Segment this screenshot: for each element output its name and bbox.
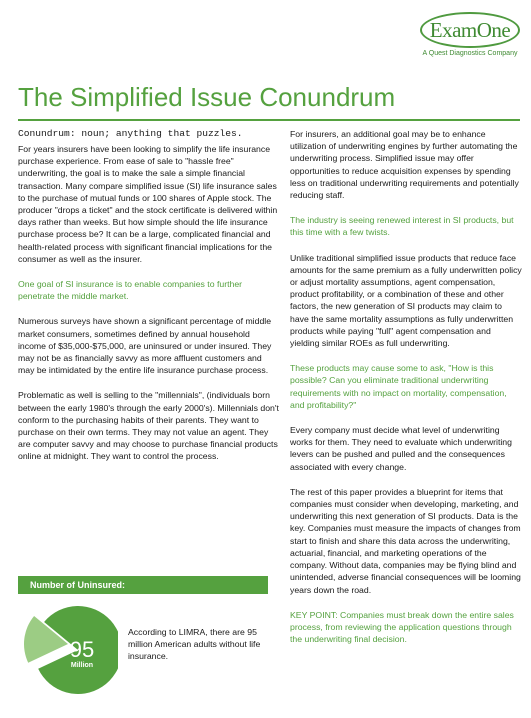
levers-paragraph: Every company must decide what level of underwriting works for them. They need to evaluate which underwriting levers can be pushed and pulled and the consequences associated with every change. <box>290 425 512 472</box>
page-title: The Simplified Issue Conundrum <box>18 82 396 112</box>
renewed-interest-callout: The industry is seeing renewed interest in SI products, but this time with a few twists. <box>290 215 514 238</box>
uninsured-description: According to LIMRA, there are 95 million American adults without life insurance. <box>128 627 261 662</box>
intro-paragraph: For years insurers have been looking to simplify the life insurance purchase experience. From ease of sale to "hassle free" underwriting, the goal is to make the sale a simple financial transaction. Many compare simplified issue (SI) life insurance sales to the purchase of mutual funds or 100 shares of Apple stock. The producer "drops a ticket" and the stock certificate is delivered within days rather than weeks. But how simple should the life insurance purchase process be? It can be a large, complicated financial and health-related process with significant financial implications for the consumer as well as the insurer. <box>18 144 278 264</box>
right-column <box>290 128 522 658</box>
examone-logo <box>414 12 526 57</box>
surveys-paragraph: Numerous surveys have shown a significant percentage of middle market consumers, sometimes defined by annual household income of $35,000-$75,000, are uninsured or under insured. They may not be as financially savvy as more affluent customers and may be intimidated by the entire life insurance purchase process. <box>18 316 272 376</box>
title-divider <box>18 119 520 121</box>
left-column <box>18 128 280 476</box>
new-generation-paragraph: Unlike traditional simplified issue products that reduce face amounts for the same premium as a fully underwritten policy or adjust mortality assumptions, agent compensation, product profitability, or a combination of these and other factors, the new generation of SI products may claim to have the same mortality assumptions as fully underwritten products while paying "full" agent compensation and yielding similar ROEs as full underwriting. <box>290 252 522 349</box>
blueprint-paragraph: The rest of this paper provides a blueprint for items that companies must consider when developing, marketing, and underwriting this next generation of SI products. Data is the key. Companies must measure the impacts of changes from start to finish and share this data across the underwriting, actuarial, financial, and marketing operations of the company. Without data, companies may be flying blind and unintended, adverse financial consequences will be looming years down the road. <box>290 486 521 595</box>
millennials-paragraph: Problematic as well is selling to the "millennials", (individuals born between the early 1980's through the early 2000's). Millennials don't conform to the purchasing habits of their parents. They want to purchase on their own terms. They may not value an agent. They are computer savvy and may choose to purchase financial products online at midnight. They want to control the process. <box>18 390 279 462</box>
uninsured-infobox <box>18 576 268 698</box>
automation-paragraph: For insurers, an additional goal may be to enhance utilization of underwriting engines by further automating the underwriting process. Simplified issue may offer opportunities to reduce acquisition expenses by spending less on traditional underwriting requirements and potentially reducing staff. <box>290 129 519 201</box>
question-callout: These products may cause some to ask, "How is this possible? Can you eliminate traditional underwriting requirements with no impact on mortality, compensation, and profitability?" <box>290 363 507 410</box>
middle-market-callout: One goal of SI insurance is to enable companies to further penetrate the middle market. <box>18 279 243 302</box>
uninsured-number: 95 <box>69 637 95 662</box>
uninsured-unit: Million <box>70 662 94 669</box>
definition-line: Conundrum: noun; anything that puzzles. <box>18 128 243 139</box>
key-point: KEY POINT: Companies must break down the entire sales process, from reviewing the application questions through the underwriting final decision. <box>290 609 514 645</box>
logo-tagline: A Quest Diagnostics Company <box>422 50 518 57</box>
uninsured-pie <box>18 594 118 698</box>
logo-wordmark: ExamOne <box>420 12 520 48</box>
uninsured-header: Number of Uninsured: <box>18 576 268 594</box>
